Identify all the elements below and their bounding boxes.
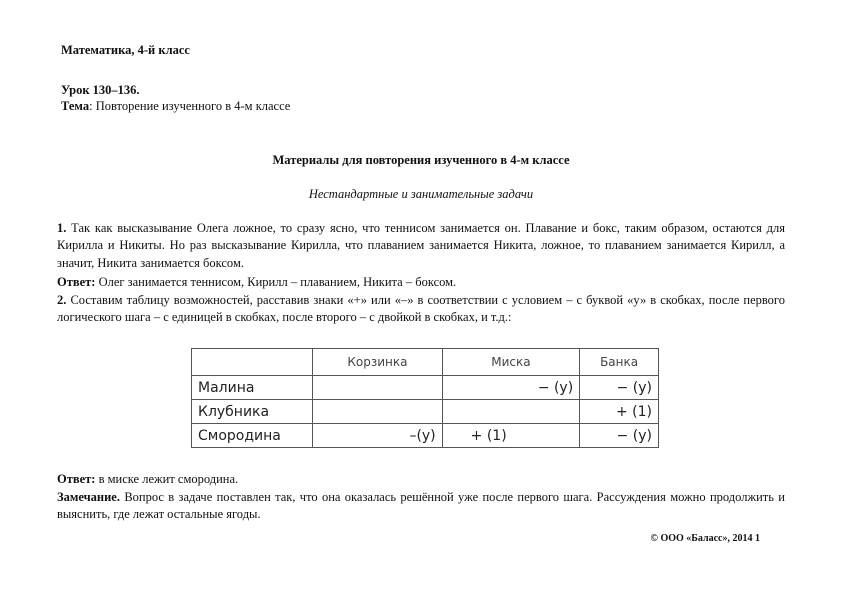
table-cell: − (у) xyxy=(580,424,659,448)
table-row-label: Смородина xyxy=(192,424,313,448)
answer-1-label: Ответ: xyxy=(57,275,96,289)
note-label: Замечание. xyxy=(57,490,120,504)
table-cell: + (1) xyxy=(442,424,580,448)
task-2-paragraph xyxy=(57,292,785,327)
table-row xyxy=(192,400,659,424)
topic-label: Тема xyxy=(61,99,90,113)
answer-2-paragraph xyxy=(57,471,785,488)
task-2-number: 2. xyxy=(57,293,67,307)
task-2-text: Составим таблицу возможностей, расставив знаки «+» или «–» в соответствии с условием – с буквой «у» в скобках, после первого логического шага – с единицей в скобках, после второго – с двойкой в скобках, и т.д.: xyxy=(57,293,785,325)
table-cell xyxy=(313,376,442,400)
possibilities-table xyxy=(191,348,659,448)
table-header-cell xyxy=(192,349,313,376)
subject-heading: Математика, 4-й класс xyxy=(61,43,190,57)
table-cell: + (1) xyxy=(580,400,659,424)
table-row-label: Клубника xyxy=(192,400,313,424)
note-paragraph xyxy=(57,489,785,524)
table-row xyxy=(192,424,659,448)
table-header-row xyxy=(192,349,659,376)
table-cell: − (у) xyxy=(580,376,659,400)
lesson-heading: Урок 130–136. xyxy=(61,83,140,97)
materials-title: Материалы для повторения изученного в 4-м классе xyxy=(272,153,570,167)
task-1-paragraph xyxy=(57,220,785,272)
table-row-label: Малина xyxy=(192,376,313,400)
answer-2-label: Ответ: xyxy=(57,472,96,486)
topic-text: : Повторение изученного в 4-м классе xyxy=(89,99,291,113)
task-1-text: Так как высказывание Олега ложное, то сразу ясно, что теннисом занимается он. Плавание и бокс, таким образом, остаются для Кирилла и Никиты. Но раз высказывание Кирилла, что плаванием занимается Никита, ложное, то плаванием занимается Кирилл, а значит, Никита занимается боксом. xyxy=(57,221,785,270)
table-cell: − (у) xyxy=(442,376,580,400)
table-header-cell: Корзинка xyxy=(313,349,442,376)
answer-2-text: в миске лежит смородина. xyxy=(95,472,239,486)
note-text: Вопрос в задаче поставлен так, что она оказалась решённой уже после первого шага. Рассуждения можно продолжить и выяснить, где лежат остальные ягоды. xyxy=(57,490,785,522)
table-row xyxy=(192,376,659,400)
task-1-number: 1. xyxy=(57,221,67,235)
answer-1-paragraph xyxy=(57,274,785,291)
table-cell xyxy=(442,400,580,424)
table-header-cell: Миска xyxy=(442,349,580,376)
answer-1-text: Олег занимается теннисом, Кирилл – плаванием, Никита – боксом. xyxy=(95,275,457,289)
copyright-footer: © ООО «Баласс», 2014 1 xyxy=(650,533,760,544)
table-header-cell: Банка xyxy=(580,349,659,376)
topic-line xyxy=(61,99,290,114)
table-cell xyxy=(313,400,442,424)
table-cell: –(у) xyxy=(313,424,442,448)
materials-subtitle: Нестандартные и занимательные задачи xyxy=(308,187,534,201)
